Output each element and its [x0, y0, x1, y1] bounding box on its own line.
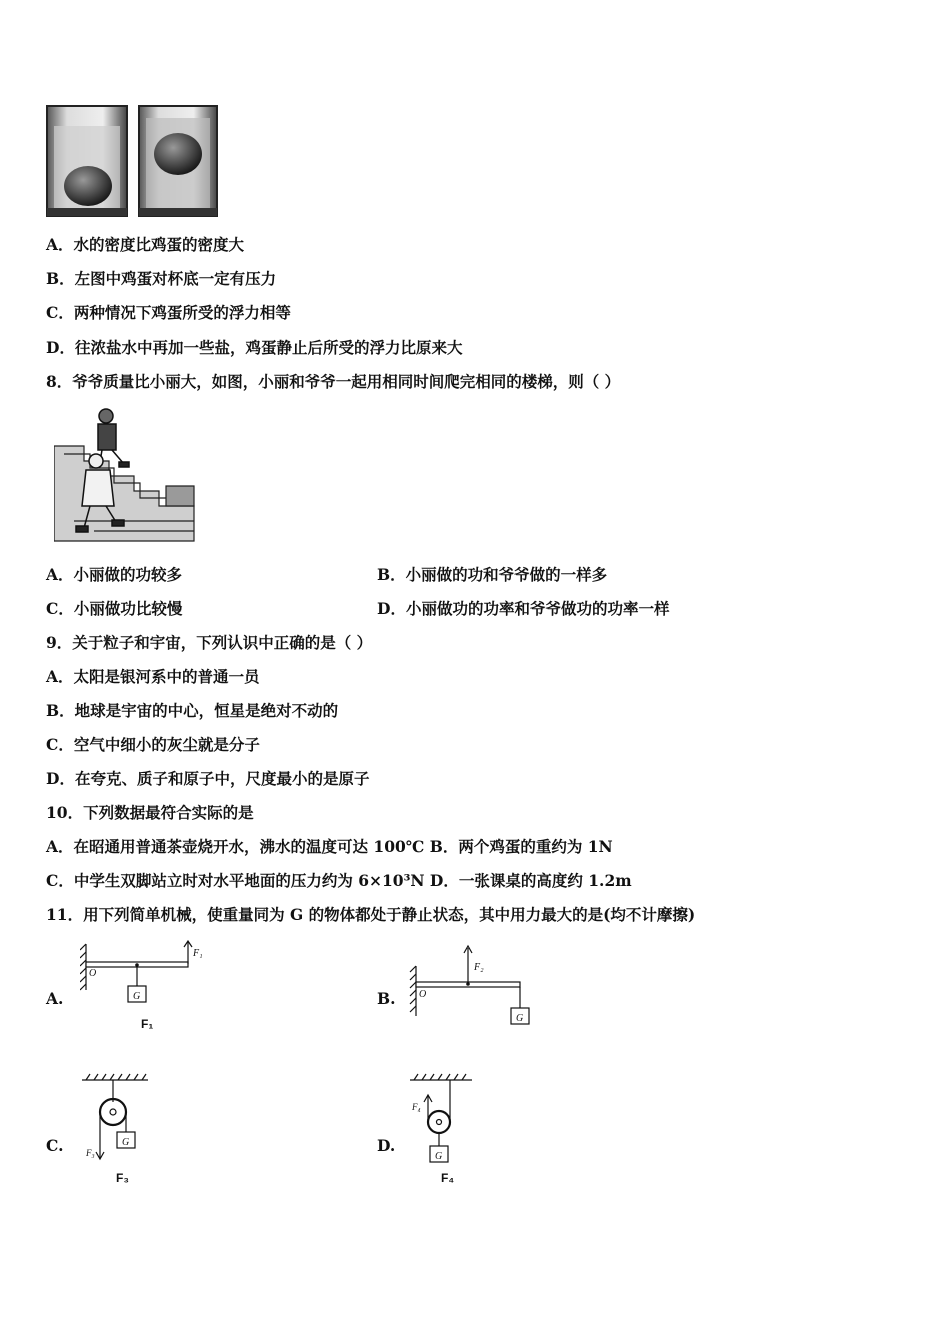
q11-label-c: C. — [46, 1136, 64, 1155]
left-beaker — [47, 106, 127, 216]
stairs-climbers-figure — [54, 406, 199, 544]
q10-options-line1: A．在昭通用普通茶壶烧开水，沸水的温度可达 100℃ B．两个鸡蛋的重约为 1N — [46, 837, 613, 856]
q11-label-b: B. — [377, 989, 396, 1008]
q10-options-line2: C．中学生双脚站立时对水平地面的压力约为 6×10³N D．一张课桌的高度约 1.2m — [46, 871, 632, 890]
q8-option-c: C．小丽做功比较慢 — [46, 599, 183, 618]
movable-pulley-d-figure — [408, 1072, 483, 1172]
lever-a-figure — [80, 940, 215, 1015]
q7-option-c: C．两种情况下鸡蛋所受的浮力相等 — [46, 303, 291, 322]
q9-stem: 9．关于粒子和宇宙，下列认识中正确的是（ ） — [46, 633, 373, 652]
q7-option-b: B．左图中鸡蛋对杯底一定有压力 — [46, 269, 277, 288]
q11-stem: 11．用下列简单机械，使重量同为 G 的物体都处于静止状态，其中用力最大的是(均不计摩擦) — [46, 905, 696, 924]
pivot-o-label: O — [89, 968, 97, 979]
q8-stem: 8．爷爷质量比小丽大，如图，小丽和爷爷一起用相同时间爬完相同的楼梯，则（ ） — [46, 372, 621, 391]
q9-option-b: B．地球是宇宙的中心，恒星是绝对不动的 — [46, 701, 339, 720]
q11-caption-f4: F₄ — [441, 1171, 455, 1185]
force-f4-label: F₄ — [412, 1102, 421, 1112]
force-f3-label: F₃ — [86, 1148, 95, 1158]
lever-b-figure — [408, 944, 538, 1029]
beakers-egg-figure — [46, 104, 218, 218]
q8-option-a: A．小丽做的功较多 — [46, 565, 183, 584]
q11-caption-f3: F₃ — [116, 1171, 129, 1185]
weight-g-label: G — [435, 1151, 443, 1162]
fixed-pulley-c-figure — [80, 1072, 155, 1164]
weight-g-label: G — [122, 1137, 130, 1148]
q8-option-d: D．小丽做功的功率和爷爷做功的功率一样 — [377, 599, 670, 618]
q8-option-b: B．小丽做的功和爷爷做的一样多 — [377, 565, 608, 584]
force-f1-label: F₁ — [193, 948, 203, 959]
q10-stem: 10．下列数据最符合实际的是 — [46, 803, 254, 822]
q9-option-d: D．在夸克、质子和原子中，尺度最小的是原子 — [46, 769, 370, 788]
weight-g-label: G — [133, 991, 141, 1002]
q9-option-c: C．空气中细小的灰尘就是分子 — [46, 735, 260, 754]
q11-label-d: D. — [377, 1136, 396, 1155]
pivot-o-label: O — [419, 989, 427, 1000]
q9-option-a: A．太阳是银河系中的普通一员 — [46, 667, 260, 686]
q11-label-a: A. — [46, 989, 64, 1008]
q11-caption-f1: F₁ — [141, 1017, 154, 1031]
weight-g-label: G — [516, 1013, 524, 1024]
q7-option-d: D．往浓盐水中再加一些盐，鸡蛋静止后所受的浮力比原来大 — [46, 338, 463, 357]
q7-option-a: A．水的密度比鸡蛋的密度大 — [46, 235, 245, 254]
force-f2-label: F₂ — [474, 962, 484, 973]
right-beaker — [139, 106, 217, 216]
